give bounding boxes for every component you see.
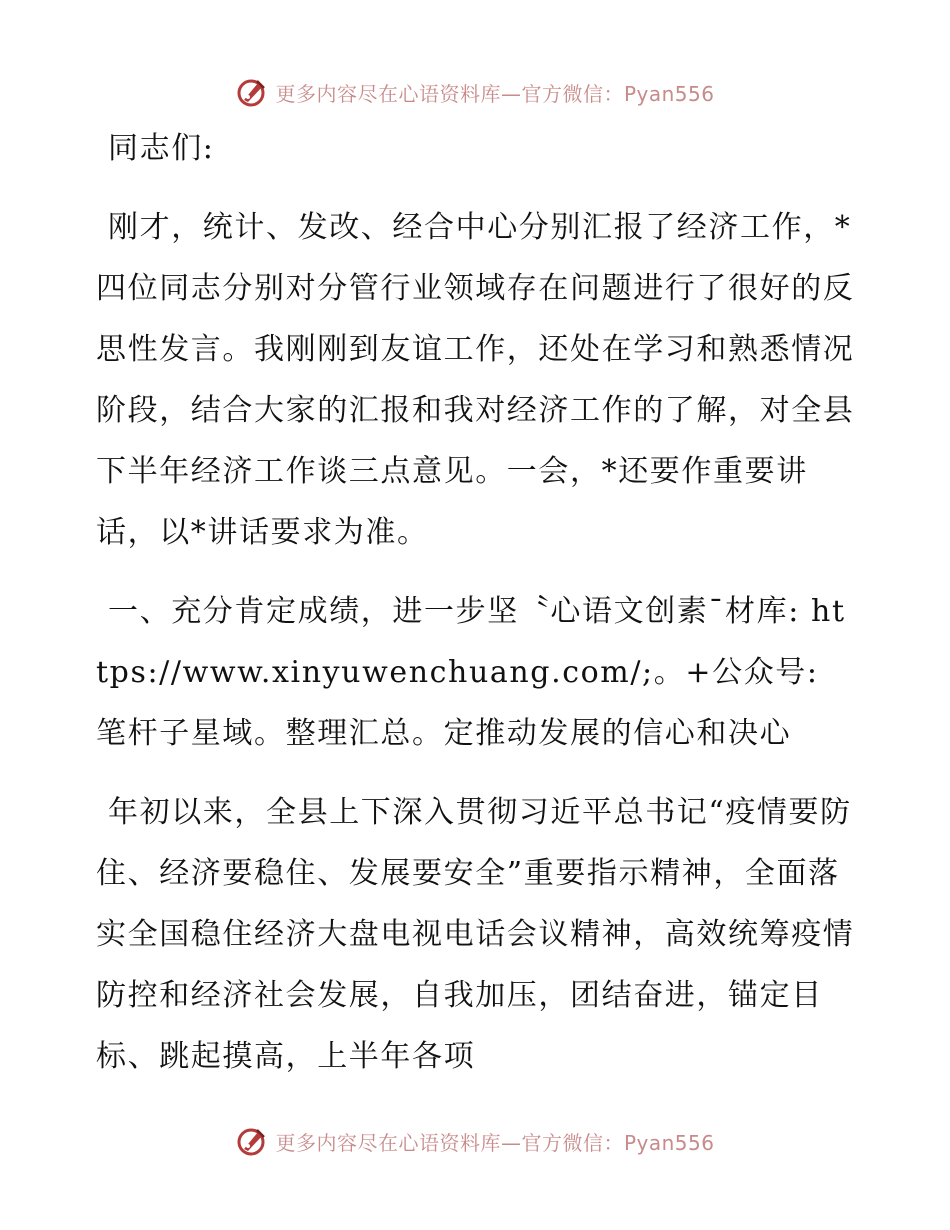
watermark-footer xyxy=(0,1121,950,1161)
pen-nib-logo-icon xyxy=(235,1124,269,1158)
pen-nib-logo-icon xyxy=(235,75,269,109)
document-body xyxy=(96,118,856,1087)
watermark-text: 更多内容尽在心语资料库—官方微信：Pyan556 xyxy=(275,1130,715,1155)
watermark-header xyxy=(0,72,950,112)
salutation: 同志们: xyxy=(108,131,215,166)
watermark-text: 更多内容尽在心语资料库—官方微信：Pyan556 xyxy=(275,81,715,106)
paragraph: 刚才，统计、发改、经合中心分别汇报了经济工作，*四位同志分别对分管行业领域存在问题进行了很好的反思性发言。我刚刚到友谊工作，还处在学习和熟悉情况阶段，结合大家的汇报和我对经济工作的了解，对全县下半年经济工作谈三点意见。一会，*还要作重要讲话，以*讲话要求为准。 xyxy=(96,210,855,550)
section-heading-paragraph: 一、充分肯定成绩，进一步坚〝心语文创素¯材库: https://www.xinyuwenchuang.com/;。+公众号: 笔杆子星域。整理汇总。定推动发展的信心和决心 xyxy=(96,594,846,751)
paragraph: 年初以来，全县上下深入贯彻习近平总书记“疫情要防住、经济要稳住、发展要安全”重要指示精神，全面落实全国稳住经济大盘电视电话会议精神，高效统筹疫情防控和经济社会发展，自我加压，团结奋进，锚定目标、跳起摸高，上半年各项 xyxy=(96,795,855,1074)
